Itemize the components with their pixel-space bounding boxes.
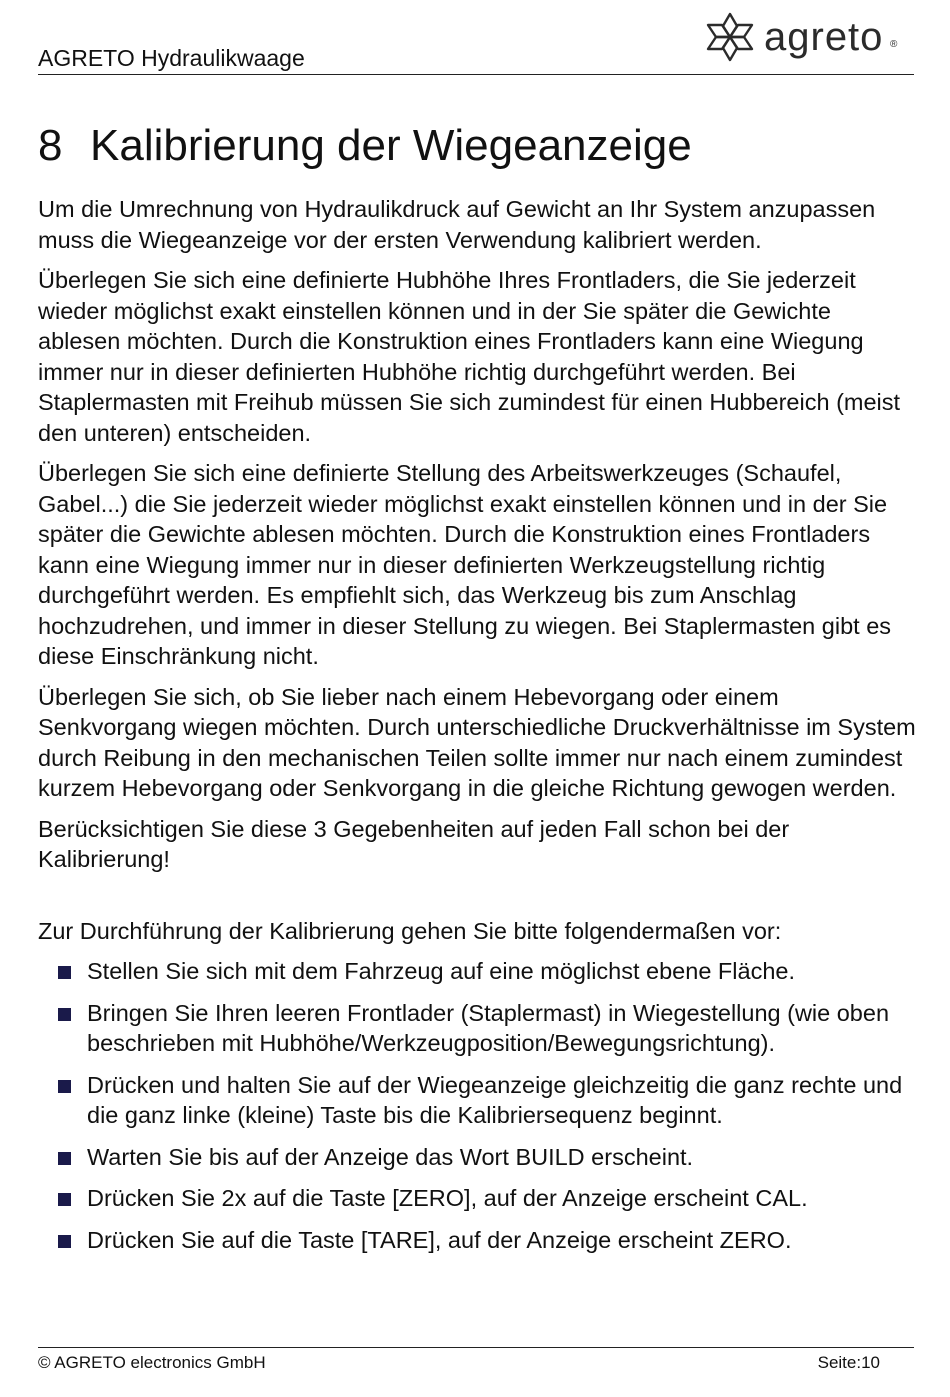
section-heading bbox=[38, 118, 692, 174]
square-bullet-icon bbox=[58, 1008, 71, 1021]
list-item bbox=[38, 1183, 918, 1214]
section-number: 8 bbox=[38, 121, 63, 170]
main-content bbox=[38, 194, 918, 1266]
section-title: Kalibrierung der Wiegeanzeige bbox=[90, 121, 692, 170]
list-item bbox=[38, 1225, 918, 1256]
paragraph: Um die Umrechnung von Hydraulikdruck auf Gewicht an Ihr System anzupassen muss die Wiegeanzeige vor der ersten Verwendung kalibriert werden. bbox=[38, 196, 876, 253]
step-text: Bringen Sie Ihren leeren Frontlader (Staplermast) in Wiegestellung (wie oben beschrieben mit Hubhöhe/Werkzeugposition/Bewegungsrichtung). bbox=[87, 999, 890, 1056]
paragraph: Überlegen Sie sich eine definierte Hubhöhe Ihres Frontladers, die Sie jederzeit wieder möglichst exakt einstellen können und in der Sie später die Gewichte ablesen möchten. Durch die Konstruktion eines Frontladers kann eine Wiegung immer nur in dieser definierten Hubhöhe richtig durchgeführt werden. Bei Staplermasten mit Freihub müssen Sie sich zumindest für einen Hubbereich (meist den unteren) entscheiden. bbox=[38, 267, 901, 446]
agreto-flower-logo-icon bbox=[704, 10, 756, 64]
page-number: Seite:10 bbox=[817, 1353, 880, 1372]
registered-mark: ® bbox=[890, 39, 898, 50]
agreto-logo bbox=[704, 8, 898, 66]
step-text: Drücken und halten Sie auf der Wiegeanzeige gleichzeitig die ganz rechte und die ganz linke (kleine) Taste bis die Kalibriersequenz beginnt. bbox=[87, 1071, 903, 1128]
footer-divider bbox=[38, 1347, 914, 1348]
square-bullet-icon bbox=[58, 1193, 71, 1206]
procedure-steps bbox=[38, 956, 918, 1255]
list-item bbox=[38, 1070, 918, 1131]
header-title: AGRETO Hydraulikwaage bbox=[38, 45, 305, 71]
paragraph: Berücksichtigen Sie diese 3 Gegebenheiten auf jeden Fall schon bei der Kalibrierung! bbox=[38, 815, 790, 872]
procedure-intro: Zur Durchführung der Kalibrierung gehen Sie bitte folgendermaßen vor: bbox=[38, 917, 782, 944]
square-bullet-icon bbox=[58, 1080, 71, 1093]
footer-copyright: © AGRETO electronics GmbH bbox=[38, 1353, 266, 1372]
step-text: Drücken Sie auf die Taste [TARE], auf der Anzeige erscheint ZERO. bbox=[87, 1226, 792, 1253]
paragraph: Überlegen Sie sich, ob Sie lieber nach einem Hebevorgang oder einem Senkvorgang wiegen möchten. Durch unterschiedliche Druckverhältnisse im System durch Reibung in den mechanischen Teilen sollte immer nur nach einem zumindest kurzem Hebevorgang oder Senkvorgang in die gleiche Richtung gewogen werden. bbox=[38, 683, 916, 801]
step-text: Warten Sie bis auf der Anzeige das Wort BUILD erscheint. bbox=[87, 1143, 694, 1170]
list-item bbox=[38, 1142, 918, 1173]
step-text: Stellen Sie sich mit dem Fahrzeug auf eine möglichst ebene Fläche. bbox=[87, 958, 795, 984]
list-item bbox=[38, 956, 918, 987]
square-bullet-icon bbox=[58, 1235, 71, 1248]
logo-wordmark: agreto ® bbox=[764, 15, 883, 59]
list-item bbox=[38, 998, 918, 1059]
square-bullet-icon bbox=[58, 1152, 71, 1165]
header-divider bbox=[38, 74, 914, 75]
paragraph: Überlegen Sie sich eine definierte Stellung des Arbeitswerkzeuges (Schaufel, Gabel...) die Sie jederzeit wieder möglichst exakt einstellen können und in der Sie später die Gewichte ablesen möchten. Durch die Konstruktion eines Frontladers kann eine Wiegung immer nur in dieser definierten Werkzeugstellung richtig durchgeführt werden. Es empfiehlt sich, das Werkzeug bis zum Anschlag hochzudrehen, und immer in dieser Stellung zu wiegen. Bei Staplermasten gibt es diese Einschränkung nicht. bbox=[38, 460, 892, 669]
square-bullet-icon bbox=[58, 966, 71, 979]
step-text: Drücken Sie 2x auf die Taste [ZERO], auf der Anzeige erscheint CAL. bbox=[87, 1185, 808, 1211]
